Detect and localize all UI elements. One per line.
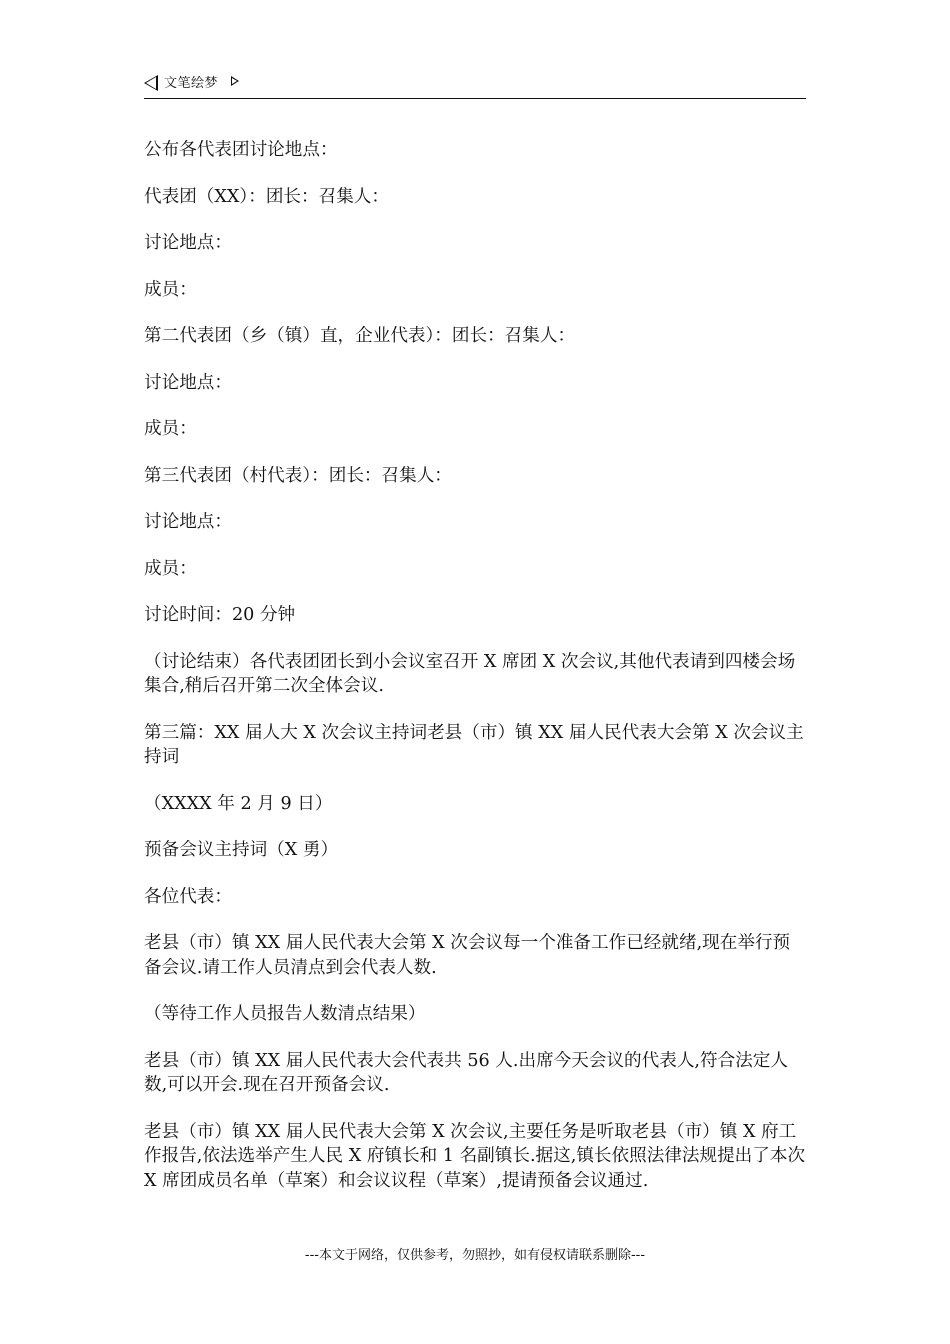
paragraph: 公布各代表团讨论地点： [144,140,338,160]
paragraph: 代表团（XX）：团长：召集人： [144,186,389,207]
header-title: 文笔绘梦 [164,76,219,91]
paragraph: 成员： [144,558,197,579]
paragraph: 预备会议主持词（X 勇） [144,840,339,860]
paragraph: 老县（市）镇 XX 届人民代表大会第 X 次会议每一个准备工作已经就绪,现在举行预备会议.请工作人员清点到会代表人数. [144,933,791,978]
paragraph: （XXXX 年 2 月 9 日） [144,793,333,814]
paragraph: 讨论时间：20 分钟 [144,605,296,625]
paragraph: 老县（市）镇 XX 届人民代表大会代表共 56 人.出席今天会议的代表人,符合法定人数,可以开会.现在召开预备会议. [144,1050,788,1095]
paragraph: 讨论地点： [144,512,232,532]
paragraph: 成员： [144,419,197,439]
triangle-left-icon [144,75,158,91]
paragraph: （等待工作人员报告人数清点结果） [144,1004,426,1024]
paragraph: 第三篇：XX 届人大 X 次会议主持词老县（市）镇 XX 届人民代表大会第 X 次会议主持词 [144,722,804,767]
document-body [144,138,806,1215]
paragraph: 第二代表团（乡（镇）直，企业代表）：团长：召集人： [144,326,576,346]
paragraph: 讨论地点： [144,372,232,393]
page-header [144,72,806,99]
paragraph: 各位代表： [144,886,232,907]
paragraph: 成员： [144,279,197,300]
paragraph: 第三代表团（村代表）：团长：召集人： [144,465,452,486]
triangle-right-icon [231,76,239,86]
page-footer-disclaimer: ---本文于网络，仅供参考，勿照抄，如有侵权请联系删除--- [304,1248,646,1263]
paragraph: （讨论结束）各代表团团长到小会议室召开 X 席团 X 次会议,其他代表请到四楼会场集合,稍后召开第二次全体会议. [144,651,796,696]
paragraph: 讨论地点： [144,233,232,253]
paragraph: 老县（市）镇 XX 届人民代表大会第 X 次会议,主要任务是听取老县（市）镇 X 府工作报告,依法选举产生人民 X 府镇长和 1 名副镇长.据这,镇长依照法律法规提出了本次 X 席团成员名单（草案）和会议议程（草案）,提请预备会议通过. [144,1121,806,1191]
